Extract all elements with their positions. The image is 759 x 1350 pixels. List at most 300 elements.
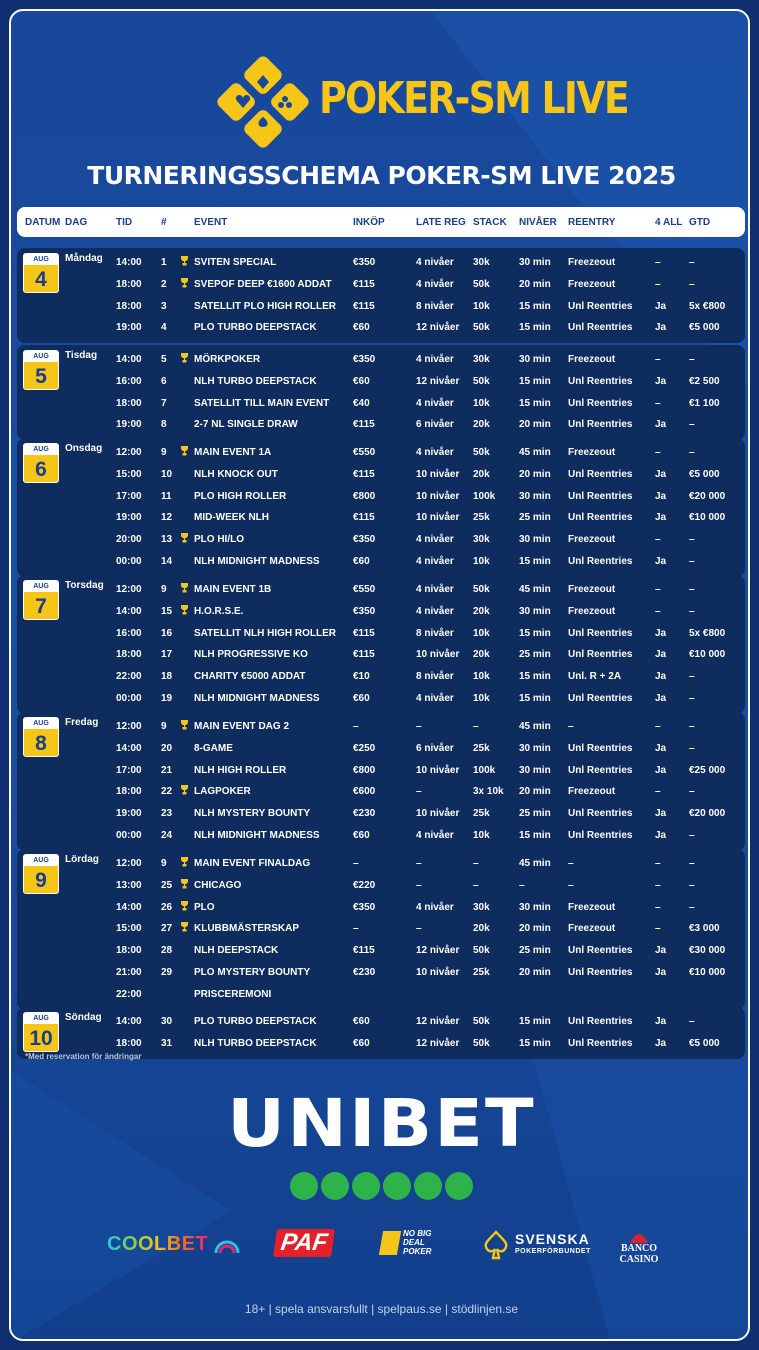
- table-row: [17, 803, 745, 825]
- event-late-reg: 4 nivåer: [416, 354, 454, 365]
- table-row: [17, 875, 745, 897]
- event-stack: 50k: [473, 322, 490, 334]
- event-time: 18:00: [116, 649, 142, 661]
- event-levels: 30 min: [519, 764, 551, 776]
- event-reentry: Unl Reentries: [568, 649, 633, 661]
- event-levels: 30 min: [519, 901, 551, 913]
- event-late-reg: 10 nivåer: [416, 967, 460, 978]
- event-number: 8: [161, 419, 167, 431]
- event-late-reg: 10 nivåer: [416, 512, 460, 524]
- event-gtd: –: [689, 786, 695, 798]
- event-stack: 10k: [473, 671, 490, 683]
- date-month: AUG: [24, 855, 58, 866]
- event-name: NLH KNOCK OUT: [194, 468, 278, 480]
- event-time: 20:00: [116, 534, 142, 546]
- event-four-all: Ja: [655, 649, 667, 661]
- event-levels: 15 min: [519, 375, 551, 387]
- event-buyin: –: [353, 858, 359, 869]
- event-gtd: –: [689, 447, 695, 458]
- event-time: 12:00: [116, 858, 142, 869]
- event-reentry: Unl Reentries: [568, 945, 633, 957]
- event-number: 1: [161, 257, 167, 268]
- event-late-reg: 4 nivåer: [416, 693, 454, 704]
- event-gtd: €5 000: [689, 1037, 720, 1049]
- table-row: [17, 940, 745, 962]
- col-stack: STACK: [473, 217, 507, 228]
- event-stack: 10k: [473, 830, 490, 841]
- svenska-pokerforbundet-logo: [481, 1228, 601, 1262]
- event-buyin: €60: [353, 322, 370, 334]
- paf-logo: PAF: [273, 1229, 335, 1257]
- trophy-icon: [180, 901, 189, 914]
- day-block: [17, 248, 745, 343]
- event-time: 18:00: [116, 1037, 142, 1049]
- event-number: 24: [161, 830, 173, 841]
- event-name: PLO TURBO DEEPSTACK: [194, 322, 317, 334]
- event-levels: 15 min: [519, 322, 551, 334]
- event-levels: 15 min: [519, 556, 551, 567]
- event-stack: 20k: [473, 605, 490, 617]
- event-gtd: 5x €800: [689, 300, 726, 312]
- event-four-all: –: [655, 354, 661, 365]
- event-reentry: Unl Reentries: [568, 322, 633, 334]
- event-buyin: €600: [353, 786, 376, 798]
- day-name: Lördag: [65, 854, 99, 865]
- day-name: Onsdag: [65, 443, 103, 454]
- trophy-icon: [180, 879, 189, 892]
- event-late-reg: 4 nivåer: [416, 257, 454, 268]
- event-stack: 10k: [473, 397, 490, 409]
- event-gtd: –: [689, 419, 695, 431]
- event-buyin: €60: [353, 830, 370, 841]
- event-gtd: –: [689, 671, 695, 683]
- date-month: AUG: [24, 718, 58, 729]
- table-row: [17, 897, 745, 919]
- day-block: [17, 712, 745, 851]
- event-time: 14:00: [116, 742, 142, 754]
- event-gtd: –: [689, 742, 695, 754]
- col-4-all: 4 ALL: [655, 217, 683, 228]
- event-gtd: –: [689, 534, 695, 546]
- event-reentry: Freezeout: [568, 278, 616, 290]
- event-four-all: –: [655, 879, 661, 891]
- event-time: 18:00: [116, 300, 142, 312]
- event-reentry: Unl Reentries: [568, 375, 633, 387]
- event-time: 19:00: [116, 512, 142, 524]
- event-number: 30: [161, 1016, 173, 1027]
- trophy-icon: [180, 857, 189, 870]
- event-buyin: €800: [353, 764, 376, 776]
- event-number: 17: [161, 649, 173, 661]
- event-four-all: Ja: [655, 468, 667, 480]
- trophy-icon: [180, 583, 189, 596]
- col-reentry: REENTRY: [568, 217, 616, 228]
- col-inkop: INKÖP: [353, 217, 385, 228]
- event-name: NLH HIGH ROLLER: [194, 764, 287, 776]
- trophy-icon: [180, 256, 189, 269]
- event-name: PLO TURBO DEEPSTACK: [194, 1016, 317, 1027]
- event-buyin: €60: [353, 693, 370, 704]
- event-stack: –: [473, 858, 479, 869]
- table-row: [17, 371, 745, 393]
- table-row: [17, 716, 745, 738]
- event-four-all: –: [655, 397, 661, 409]
- event-name: CHICAGO: [194, 879, 242, 891]
- event-stack: 25k: [473, 808, 490, 820]
- event-gtd: –: [689, 605, 695, 617]
- table-row: [17, 738, 745, 760]
- event-number: 16: [161, 627, 173, 639]
- event-stack: 20k: [473, 923, 490, 935]
- event-late-reg: 4 nivåer: [416, 901, 454, 913]
- event-name: MAIN EVENT 1A: [194, 447, 272, 458]
- event-gtd: €2 500: [689, 375, 720, 387]
- event-buyin: €230: [353, 808, 376, 820]
- event-buyin: €40: [353, 397, 370, 409]
- event-buyin: €550: [353, 447, 376, 458]
- event-buyin: €115: [353, 649, 375, 661]
- event-time: 19:00: [116, 419, 142, 431]
- event-four-all: Ja: [655, 693, 667, 704]
- event-four-all: –: [655, 584, 661, 595]
- event-name: SATELLIT PLO HIGH ROLLER: [194, 300, 337, 312]
- event-buyin: €550: [353, 584, 376, 595]
- event-buyin: €10: [353, 671, 370, 683]
- event-buyin: €115: [353, 300, 375, 312]
- event-four-all: Ja: [655, 764, 667, 776]
- event-number: 28: [161, 945, 173, 957]
- event-gtd: €20 000: [689, 808, 726, 820]
- event-number: 26: [161, 901, 173, 913]
- event-four-all: –: [655, 534, 661, 546]
- event-stack: 10k: [473, 556, 490, 567]
- event-four-all: –: [655, 447, 661, 458]
- event-time: 18:00: [116, 278, 142, 290]
- event-name: MÖRKPOKER: [194, 354, 261, 365]
- event-name: H.O.R.S.E.: [194, 605, 244, 617]
- event-levels: 25 min: [519, 945, 551, 957]
- event-four-all: Ja: [655, 627, 667, 639]
- event-levels: 15 min: [519, 397, 551, 409]
- table-row: [17, 962, 745, 984]
- card-suits-logo-icon: [211, 51, 315, 153]
- table-row: [17, 825, 745, 847]
- event-name: NLH TURBO DEEPSTACK: [194, 1037, 317, 1049]
- event-late-reg: 10 nivåer: [416, 808, 460, 820]
- event-number: 4: [161, 322, 167, 334]
- event-levels: 30 min: [519, 354, 551, 365]
- event-gtd: –: [689, 556, 695, 567]
- event-gtd: –: [689, 278, 695, 290]
- logo-wordmark: POKER-SM LIVE: [319, 73, 628, 124]
- event-late-reg: –: [416, 786, 422, 798]
- event-levels: 30 min: [519, 605, 551, 617]
- event-buyin: €115: [353, 627, 375, 639]
- event-four-all: Ja: [655, 300, 667, 312]
- date-day: 10: [29, 1027, 53, 1050]
- trophy-icon: [180, 278, 189, 291]
- table-row: [17, 252, 745, 274]
- event-time: 18:00: [116, 397, 142, 409]
- event-name: MID-WEEK NLH: [194, 512, 269, 524]
- event-name: NLH PROGRESSIVE KO: [194, 649, 308, 661]
- event-four-all: Ja: [655, 945, 667, 957]
- table-row: [17, 486, 745, 508]
- event-reentry: Freezeout: [568, 923, 616, 935]
- event-name: NLH TURBO DEEPSTACK: [194, 375, 317, 387]
- date-day: 8: [35, 732, 47, 755]
- event-buyin: –: [353, 721, 359, 732]
- event-name: 8-GAME: [194, 742, 233, 754]
- event-late-reg: 12 nivåer: [416, 945, 460, 957]
- event-levels: 45 min: [519, 721, 551, 732]
- date-month: AUG: [24, 444, 58, 455]
- event-levels: 45 min: [519, 858, 551, 869]
- event-number: 3: [161, 300, 167, 312]
- event-time: 22:00: [116, 671, 142, 683]
- event-buyin: €800: [353, 490, 376, 502]
- event-number: 22: [161, 786, 173, 798]
- event-name: KLUBBMÄSTERSKAP: [194, 923, 299, 935]
- event-reentry: Freezeout: [568, 901, 616, 913]
- event-time: 14:00: [116, 901, 142, 913]
- event-late-reg: 10 nivåer: [416, 764, 460, 776]
- event-stack: –: [473, 879, 479, 891]
- event-time: 17:00: [116, 764, 142, 776]
- event-buyin: €115: [353, 468, 375, 480]
- event-buyin: €230: [353, 967, 376, 978]
- event-gtd: €20 000: [689, 490, 726, 502]
- event-name: PLO HIGH ROLLER: [194, 490, 287, 502]
- col-gtd: GTD: [689, 217, 711, 228]
- event-number: 27: [161, 923, 173, 935]
- event-number: 12: [161, 512, 173, 524]
- event-gtd: –: [689, 693, 695, 704]
- table-row: [17, 529, 745, 551]
- event-gtd: –: [689, 257, 695, 268]
- event-reentry: –: [568, 879, 574, 891]
- event-gtd: –: [689, 721, 695, 732]
- event-gtd: –: [689, 858, 695, 869]
- event-gtd: €3 000: [689, 923, 720, 935]
- event-time: 15:00: [116, 468, 142, 480]
- event-buyin: €350: [353, 605, 376, 617]
- event-reentry: Freezeout: [568, 447, 616, 458]
- event-buyin: –: [353, 923, 359, 935]
- col-late-reg: LATE REG: [416, 217, 466, 228]
- col-nivaer: NIVÅER: [519, 217, 557, 228]
- responsible-gaming-footer: 18+ | spela ansvarsfullt | spelpaus.se | stödlinjen.se: [244, 1302, 519, 1316]
- event-buyin: €350: [353, 354, 376, 365]
- trophy-icon: [180, 353, 189, 366]
- event-time: 17:00: [116, 490, 142, 502]
- event-late-reg: 4 nivåer: [416, 278, 454, 290]
- event-stack: 50k: [473, 1016, 490, 1027]
- day-name: Måndag: [65, 253, 103, 264]
- event-reentry: Freezeout: [568, 786, 616, 798]
- event-name: SATELLIT NLH HIGH ROLLER: [194, 627, 337, 639]
- event-late-reg: –: [416, 721, 422, 732]
- event-number: 13: [161, 534, 173, 546]
- event-levels: 15 min: [519, 1016, 551, 1027]
- table-row: [17, 918, 745, 940]
- banco-wordmark: BANCO CASINO: [619, 1243, 659, 1265]
- event-time: 00:00: [116, 556, 142, 567]
- event-four-all: –: [655, 858, 661, 869]
- event-buyin: €115: [353, 278, 375, 290]
- svenska-wordmark: SVENSKA: [515, 1231, 590, 1247]
- table-row: [17, 393, 745, 415]
- event-number: 9: [161, 584, 167, 595]
- event-stack: 50k: [473, 447, 490, 458]
- page-title: TURNERINGSSCHEMA POKER-SM LIVE 2025: [87, 161, 676, 190]
- event-time: 14:00: [116, 354, 142, 365]
- event-stack: 20k: [473, 649, 490, 661]
- table-row: [17, 579, 745, 601]
- event-name: MAIN EVENT FINALDAG: [194, 858, 311, 869]
- event-name: NLH MIDNIGHT MADNESS: [194, 830, 320, 841]
- day-name: Torsdag: [65, 580, 104, 591]
- event-gtd: –: [689, 879, 695, 891]
- day-block: [17, 345, 745, 440]
- event-late-reg: –: [416, 879, 422, 891]
- event-name: MAIN EVENT 1B: [194, 584, 272, 595]
- event-name: NLH MIDNIGHT MADNESS: [194, 556, 320, 567]
- event-time: 21:00: [116, 967, 142, 978]
- event-name: NLH DEEPSTACK: [194, 945, 279, 957]
- event-four-all: Ja: [655, 512, 667, 524]
- event-stack: 50k: [473, 375, 490, 387]
- event-reentry: Unl Reentries: [568, 627, 633, 639]
- event-name: PLO HI/LO: [194, 534, 244, 546]
- banco-casino-logo: [609, 1233, 669, 1273]
- event-stack: 100k: [473, 764, 496, 776]
- event-time: 19:00: [116, 322, 142, 334]
- event-levels: 20 min: [519, 278, 551, 290]
- event-logo: [211, 51, 628, 153]
- date-month: AUG: [24, 351, 58, 362]
- event-four-all: –: [655, 923, 661, 935]
- coolbet-logo: [107, 1233, 240, 1256]
- event-buyin: €60: [353, 1016, 370, 1027]
- event-late-reg: 4 nivåer: [416, 447, 454, 458]
- event-number: 10: [161, 468, 173, 480]
- event-levels: 45 min: [519, 447, 551, 458]
- event-number: 25: [161, 879, 173, 891]
- event-late-reg: 12 nivåer: [416, 322, 460, 334]
- event-reentry: Unl Reentries: [568, 490, 633, 502]
- event-time: 22:00: [116, 988, 142, 1000]
- event-stack: 10k: [473, 693, 490, 704]
- event-buyin: €60: [353, 1037, 370, 1049]
- event-four-all: –: [655, 901, 661, 913]
- day-block: [17, 1007, 745, 1059]
- event-late-reg: 6 nivåer: [416, 742, 454, 754]
- coolbet-wordmark: COOLBET: [107, 1233, 209, 1255]
- event-late-reg: 4 nivåer: [416, 584, 454, 595]
- event-stack: 25k: [473, 967, 490, 978]
- event-reentry: Unl Reentries: [568, 556, 633, 567]
- date-month: AUG: [24, 1013, 58, 1024]
- event-stack: –: [473, 721, 479, 732]
- event-late-reg: 4 nivåer: [416, 534, 454, 546]
- event-buyin: €350: [353, 534, 376, 546]
- event-reentry: Unl Reentries: [568, 967, 633, 978]
- event-stack: 50k: [473, 584, 490, 595]
- event-gtd: €30 000: [689, 945, 726, 957]
- event-late-reg: 10 nivåer: [416, 468, 460, 480]
- col-event: EVENT: [194, 217, 228, 228]
- date-day: 6: [35, 458, 47, 481]
- event-late-reg: 12 nivåer: [416, 1016, 460, 1027]
- event-four-all: Ja: [655, 1037, 667, 1049]
- event-buyin: €115: [353, 512, 375, 524]
- event-reentry: Freezeout: [568, 257, 616, 268]
- event-late-reg: 12 nivåer: [416, 375, 460, 387]
- table-row: [17, 507, 745, 529]
- event-time: 00:00: [116, 693, 142, 704]
- table-row: [17, 274, 745, 296]
- poster: [9, 9, 750, 1341]
- event-reentry: Unl Reentries: [568, 300, 633, 312]
- day-name: Tisdag: [65, 350, 98, 361]
- unibet-dots-icon: [289, 1171, 473, 1201]
- table-row: [17, 781, 745, 803]
- event-time: 15:00: [116, 923, 142, 935]
- date-day: 4: [35, 268, 47, 291]
- event-number: 23: [161, 808, 173, 820]
- event-name: CHARITY €5000 ADDAT: [194, 671, 306, 683]
- event-number: 15: [161, 605, 173, 617]
- event-four-all: Ja: [655, 967, 667, 978]
- event-name: NLH MYSTERY BOUNTY: [194, 808, 311, 820]
- event-gtd: €10 000: [689, 967, 726, 978]
- event-reentry: –: [568, 858, 574, 869]
- event-late-reg: 4 nivåer: [416, 605, 454, 617]
- event-name: SVITEN SPECIAL: [194, 257, 277, 268]
- date-day: 9: [35, 869, 47, 892]
- date-month: AUG: [24, 581, 58, 592]
- event-levels: 45 min: [519, 584, 551, 595]
- date-day: 7: [35, 595, 47, 618]
- day-name: Söndag: [65, 1012, 102, 1023]
- no-big-deal-poker-logo: [381, 1229, 459, 1257]
- event-gtd: €25 000: [689, 764, 726, 776]
- event-gtd: €5 000: [689, 468, 720, 480]
- event-number: 20: [161, 742, 173, 754]
- event-stack: 25k: [473, 512, 490, 524]
- event-levels: 15 min: [519, 300, 551, 312]
- event-number: 9: [161, 721, 167, 732]
- event-gtd: –: [689, 830, 695, 841]
- event-number: 19: [161, 693, 173, 704]
- event-stack: 30k: [473, 354, 490, 365]
- col-tid: TID: [116, 217, 133, 228]
- event-time: 12:00: [116, 447, 142, 458]
- event-four-all: –: [655, 721, 661, 732]
- event-levels: 20 min: [519, 967, 551, 978]
- event-late-reg: 8 nivåer: [416, 627, 454, 639]
- event-buyin: €60: [353, 375, 370, 387]
- event-name: SATELLIT TILL MAIN EVENT: [194, 397, 330, 409]
- event-levels: 20 min: [519, 468, 551, 480]
- event-levels: 15 min: [519, 693, 551, 704]
- event-stack: 3x 10k: [473, 786, 504, 798]
- event-number: 11: [161, 490, 172, 502]
- event-stack: 30k: [473, 534, 490, 546]
- event-gtd: –: [689, 584, 695, 595]
- table-row: [17, 414, 745, 436]
